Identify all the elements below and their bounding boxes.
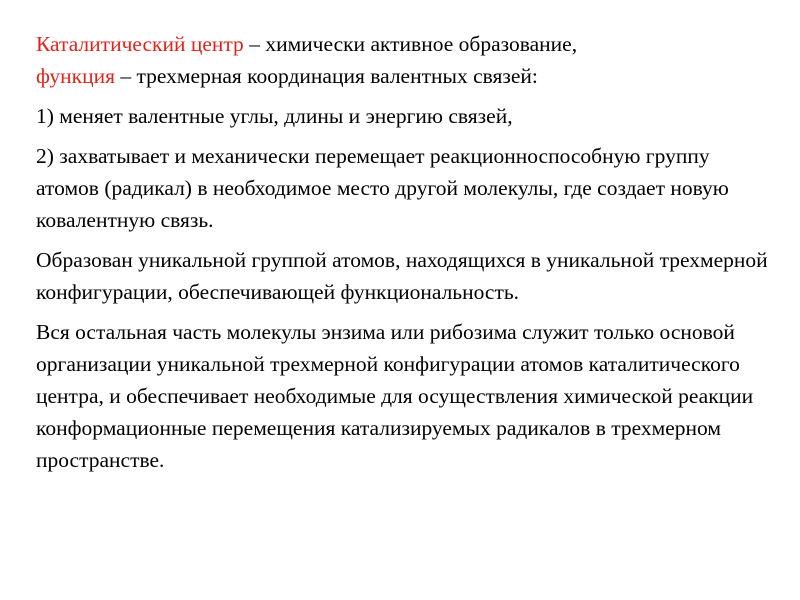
definition-catalytic-center: – химически активное образование, bbox=[243, 32, 578, 56]
slide-content bbox=[36, 28, 776, 484]
list-item-2: 2) захватывает и механически перемещает реакционноспособную группу атомов (радикал) в необходимое место другой молекулы, где создает новую ковалентную связь. bbox=[36, 144, 729, 232]
paragraph-rest-of-molecule: Вся остальная часть молекулы энзима или рибозима служит только основой организации уникальной трехмерной конфигурации атомов каталитического центра, и обеспечивает необходимые для осуществления химической реакции конформационные перемещения катализируемых радикалов в трехмерном пространстве. bbox=[36, 320, 754, 472]
definition-function: – трехмерная координация валентных связей: bbox=[115, 64, 538, 88]
intro-paragraph bbox=[36, 28, 776, 92]
paragraph-formation: Образован уникальной группой атомов, находящихся в уникальной трехмерной конфигурации, обеспечивающей функциональность. bbox=[36, 248, 768, 304]
term-function: функция bbox=[36, 64, 115, 88]
list-item-1: 1) меняет валентные углы, длины и энергию связей, bbox=[36, 104, 513, 128]
term-catalytic-center: Каталитический центр bbox=[36, 32, 244, 56]
